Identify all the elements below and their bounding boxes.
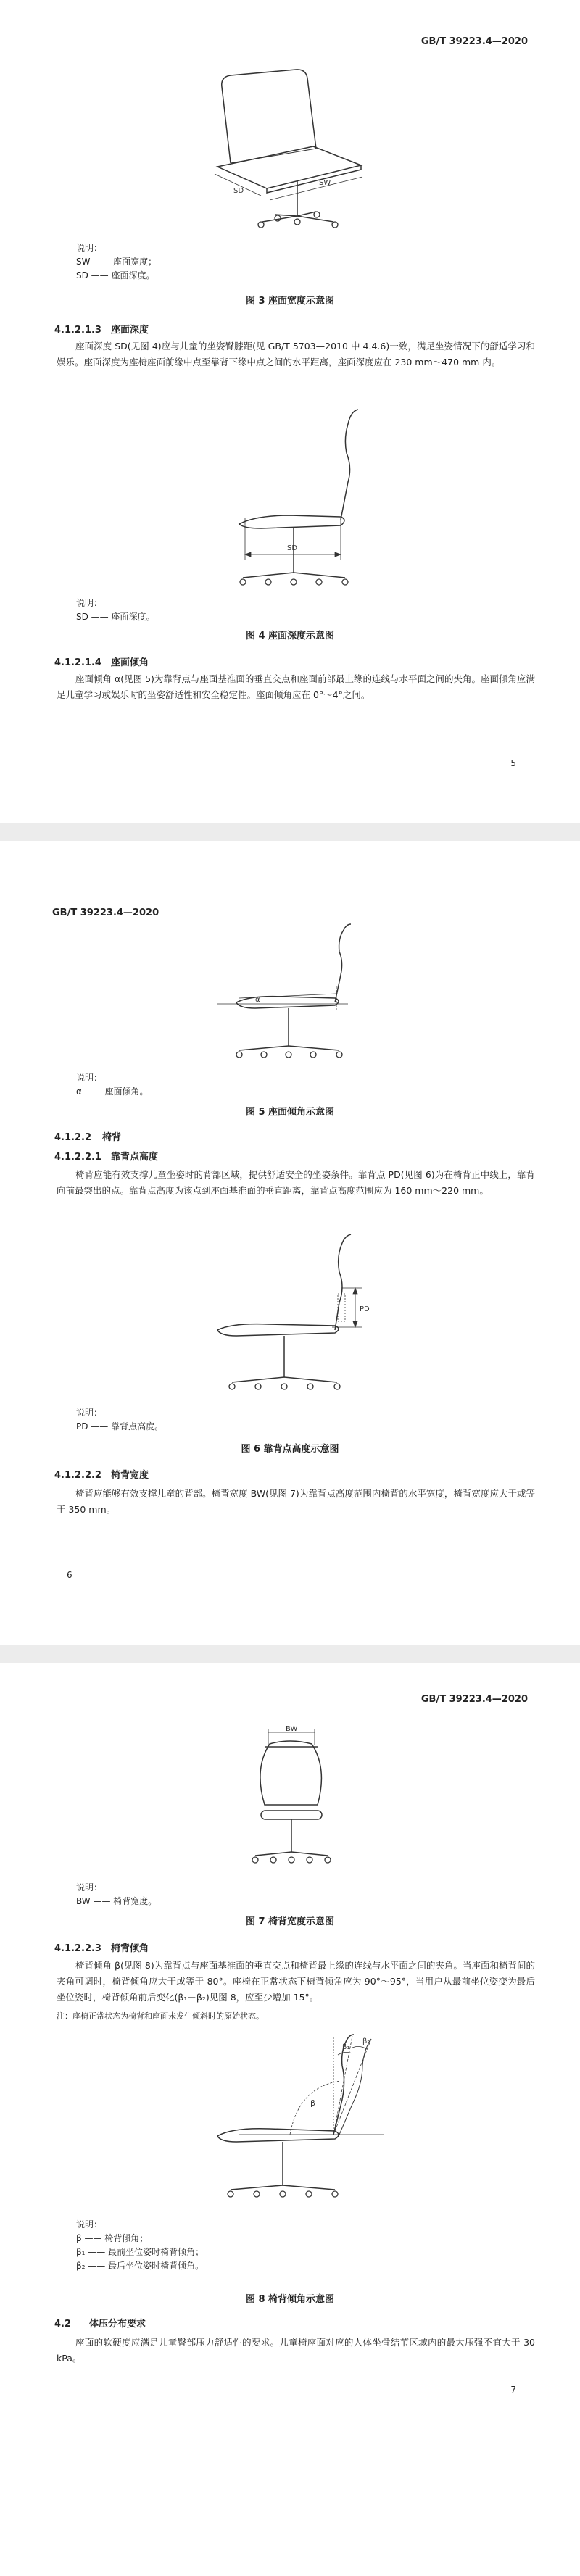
figure-3-legend: 说明： SW —— 座面宽度； SD —— 座面深度。 [76,243,157,281]
figure-4-caption: 图 4 座面深度示意图 [245,631,335,641]
figure-6-backrest-point-height-diagram [0,1221,580,1395]
page-number: 7 [510,2385,516,2395]
section-heading-4-1-2-1-4: 4.1.2.1.4 座面倾角 [54,657,149,668]
pd-label: PD [360,1305,370,1313]
section-heading-4-1-2-1-3: 4.1.2.1.3 座面深度 [54,325,149,336]
page-number: 5 [510,758,516,768]
paragraph-backrest-tilt: 椅背倾角 β(见图 8)为靠背点与座面基准面的垂直交点和椅背最上缘的连线与水平面之间的夹角。当座面和椅背间的夹角可调时，椅背倾角应大于或等于 80°。座椅在正常状态下椅背倾角应为 90°～95°，当用户从最前坐位姿变为最后坐位姿时，椅背倾角前后变化(β₁－β₂)见图 8，应至少增加 15°。 [57,1960,535,2003]
page-2 [0,841,580,1645]
figure-3-seat-width-diagram [0,58,580,232]
beta2-label: β₂ [362,2037,370,2045]
sd-label: SD [287,544,298,552]
figure-3-caption: 图 3 座面宽度示意图 [245,296,335,307]
figure-6-legend: 说明： PD —— 靠背点高度。 [76,1408,164,1432]
section-heading-4-1-2-2-2: 4.1.2.2.2 椅背宽度 [54,1470,149,1481]
sw-label: SW [319,179,331,187]
figure-8-legend: 说明： β —— 椅背倾角； β₁ —— 最前坐位姿时椅背倾角； β₂ —— 最后坐位姿时椅背倾角。 [76,2219,204,2271]
note-normal-state: 注：座椅正常状态为椅背和座面未发生倾斜时的原始状态。 [57,2011,264,2021]
beta1-label: β₁ [342,2043,350,2051]
section-heading-4-1-2-2-3: 4.1.2.2.3 椅背倾角 [54,1943,149,1954]
section-heading-4-2: 4.2 体压分布要求 [54,2319,146,2330]
bw-label: BW [286,1725,298,1733]
paragraph-seat-tilt: 座面倾角 α(见图 5)为靠背点与座面基准面的垂直交点和座面前部最上缘的连线与水平面之间的夹角。座面倾角应满足儿童学习或娱乐时的坐姿舒适性和安全稳定性。座面倾角应在 0°～4°之间。 [57,673,535,700]
paragraph-backrest-width: 椅背应能够有效支撑儿童的背部。椅背宽度 BW(见图 7)为靠背点高度范围内椅背的水平宽度，椅背宽度应大于或等于 350 mm。 [57,1488,535,1515]
section-heading-4-1-2-2: 4.1.2.2 椅背 [54,1132,122,1143]
paragraph-backrest-point-height: 椅背应能有效支撑儿童坐姿时的背部区域，提供舒适安全的坐姿条件。靠背点 PD(见图 6)为在椅背正中线上，靠背向前最突出的点。靠背点高度为该点到座面基准面的垂直距离，靠背点高度范围应为 160 mm～220 mm。 [57,1169,535,1196]
figure-7-backrest-width-diagram [0,1725,580,1870]
page-1 [0,0,580,823]
page-3 [0,1663,580,2576]
beta-label: β [310,2098,316,2108]
sd-label: SD [233,187,244,195]
alpha-label: α [255,996,260,1004]
figure-5-caption: 图 5 座面倾角示意图 [245,1107,335,1118]
page-header: GB/T 39223.4—2020 [52,907,160,918]
figure-4-seat-depth-diagram [0,395,580,591]
figure-7-legend: 说明： BW —— 椅背宽度。 [76,1882,157,1906]
page-number: 6 [67,1570,72,1580]
figure-5-seat-tilt-diagram [0,917,580,1062]
page-header: GB/T 39223.4—2020 [420,1694,528,1705]
figure-5-legend: 说明： α —— 座面倾角。 [76,1073,149,1097]
figure-4-legend: 说明： SD —— 座面深度。 [76,598,155,622]
figure-8-backrest-tilt-diagram [0,2026,580,2207]
figure-6-caption: 图 6 靠背点高度示意图 [241,1444,339,1455]
paragraph-seat-depth: 座面深度 SD(见图 4)应与儿童的坐姿臀膝距(见 GB/T 5703—2010 中 4.4.6)一致，满足坐姿情况下的舒适学习和娱乐。座面深度为座椅座面前缘中点至靠背下缘中点之间的水平距离，座面深度应在 230 mm～470 mm 内。 [57,341,535,367]
section-heading-4-1-2-2-1: 4.1.2.2.1 靠背点高度 [54,1152,159,1163]
figure-8-caption: 图 8 椅背倾角示意图 [245,2294,335,2305]
figure-7-caption: 图 7 椅背宽度示意图 [245,1916,335,1927]
paragraph-body-pressure: 座面的软硬度应满足儿童臀部压力舒适性的要求。儿童椅座面对应的人体坐骨结节区域内的最大压强不宜大于 30 kPa。 [57,2337,535,2364]
page-header: GB/T 39223.4—2020 [420,36,528,47]
